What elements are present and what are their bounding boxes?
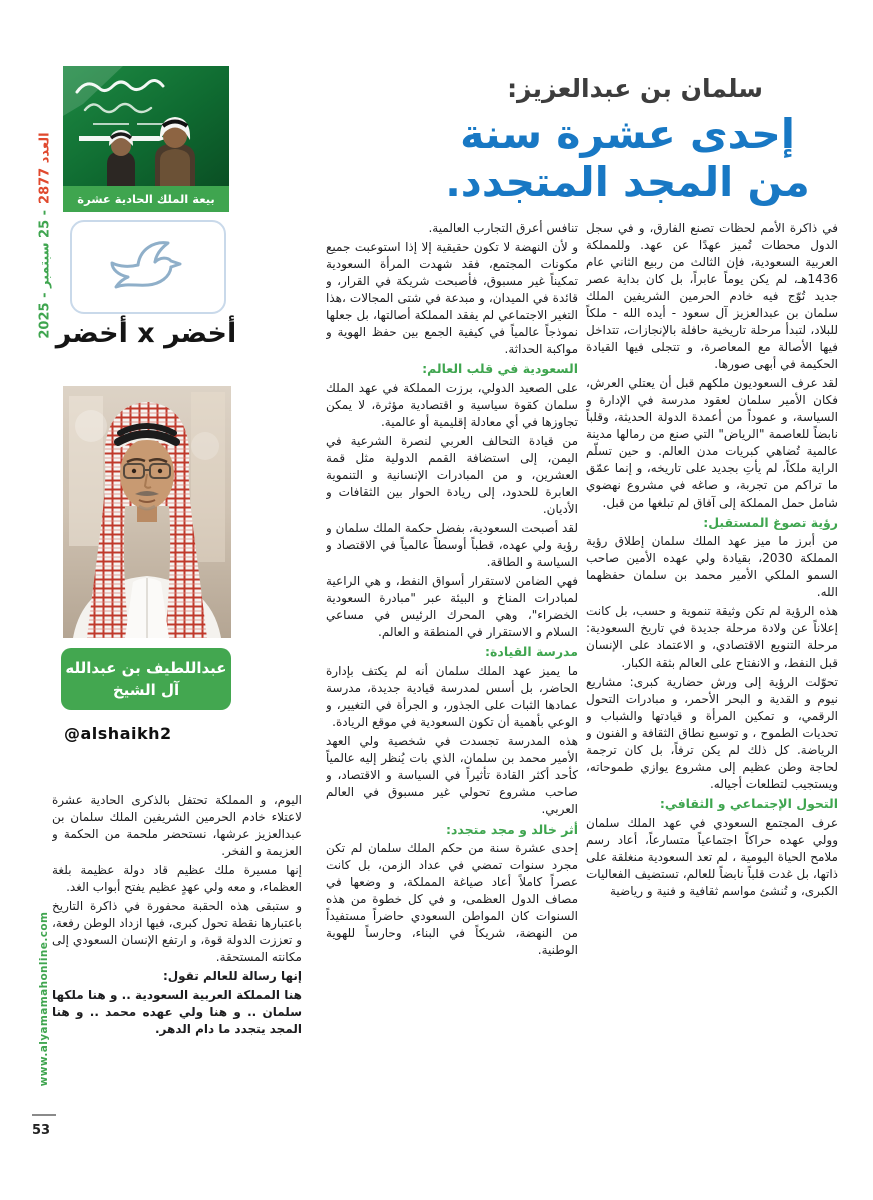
article-subhead: السعودية في قلب العالم: — [422, 361, 578, 377]
author-photo — [63, 386, 231, 638]
magazine-logo-box — [70, 220, 226, 314]
article-paragraph: إنها رسالة للعالم تقول: — [162, 969, 302, 984]
issue-date: - 25 سبتمبر - 2025 — [37, 209, 53, 339]
website-url: www.alyamamahonline.com — [38, 911, 50, 1087]
article-paragraph: تنافس أعرق التجارب العالمية. — [428, 221, 578, 235]
article-title-line1: إحدى عشرة سنة — [460, 110, 795, 158]
article-title-line2: من المجد المتجدد. — [445, 158, 810, 207]
article-paragraph: و ستبقى هذه الحقبة محفورة في ذاكرة التاريخ باعتبارها نقطة تحول كبرى، فيها ازداد الوطن رفعة، و تعززت الدولة قوة، و ارتفع الإنسان السعودي إلى مكانته المستحقة. — [52, 899, 302, 965]
dove-icon — [100, 235, 196, 299]
article-paragraph: اليوم، و المملكة تحتفل بالذكرى الحادية عشرة لاعتلاء خادم الحرمين الشريفين الملك سلمان بن عبدالعزيز عرشها، نستحضر ملحمة من الحكمة و العزيمة و الفخر. — [52, 793, 302, 859]
article-paragraph: تحوّلت الرؤية إلى ورش حضارية كبرى: مشاريع نيوم و القدية و البحر الأحمر، و مبادرات التحول الرقمي، و تمكين المرأة و قيادتها والشباب و تحديات الطموح ، و توسيع نطاق الثقافة و الفنون و الرياضة. كل ذلك لم يكن ترفاً، بل كان ترجمة لحاجة وطن عظيم إلى مشروع يوازي طموحاته، ويستجيب لتطلعات أجياله. — [586, 674, 838, 791]
article-kicker: سلمان بن عبدالعزيز: — [507, 74, 763, 103]
article-title — [415, 110, 840, 207]
article-paragraph: عرف المجتمع السعودي في عهد الملك سلمان وولي عهده حراكاً اجتماعياً متسارعاً، أعاد رسم ملامح الحياة اليومية ، لم تعد السعودية منغلقة على ذاتها، بل غدت قلباً نابضاً للعالم، تستضيف الفعاليات الكبرى، و تُنشئ مواسم ثقافية و فنية و رياضية — [586, 815, 838, 898]
article-paragraph: ما يميز عهد الملك سلمان أنه لم يكتف بإدارة الحاضر، بل أسس لمدرسة قيادية جديدة، مدرسة عمادها الثبات على الجذور، و الجرأة في التغيير، و الوعي بأهمية أن تكون السعودية في موقع الريادة. — [326, 664, 578, 730]
article-paragraph: لقد عرف السعوديون ملكهم قبل أن يعتلي العرش، فكان الأمير سلمان لعقود مدرسة في الإدارة و السياسة، و عموداً من أعمدة الدولة الحديثة، وقلباً نابضاً للعاصمة "الرياض" التي صنع من رمالها مدينة عالمية تُضاهي كبريات مدن العالم. و حين تسلّم الراية ملكاً، لم يأتِ بجديد على تاريخه، و إنما عمّق ما تراكم من تجربة، و صاغه في مشروع نهضوي شامل حمل المملكة إلى آفاق لم تبلغها من قبل. — [586, 376, 838, 510]
article-paragraph: هذه الرؤية لم تكن وثيقة تنموية و حسب، بل كانت إعلاناً عن ولادة مرحلة جديدة في تاريخ السعودية: مرحلة التنويع الاقتصادي، و الاعتماد على الإنسان قبل النفط، و الانفتاح على العالم بثقة الكبار. — [586, 604, 838, 670]
article-paragraph: و لأن النهضة لا تكون حقيقية إلا إذا استوعبت جميع مكونات المجتمع، فقد شهدت المرأة السعودية تمكيناً غير مسبوق، فأصبحت شريكة في القرار، و قائدة في الميدان، و مبدعة في شتى المجالات ،هذا التغير الاجتماعي لم يفقد المملكة أصالتها، بل جعلها نموذجاً عالمياً في كيفية الجمع بين حفظ الهوية و مواكبة الحداثة. — [326, 240, 578, 357]
column-title: أخضر x أخضر — [55, 318, 237, 349]
article-paragraph: هذه المدرسة تجسدت في شخصية ولي العهد الأمير محمد بن سلمان، الذي بات يُنظر إليه عالمياً كأحد أكثر القادة تأثيراً في السياسة و الاقتصاد، و صاحب مشروع تحولي غير مسبوق في العالم العربي. — [326, 734, 578, 817]
issue-number-date — [38, 68, 53, 404]
article-column-left — [52, 792, 302, 1154]
article-paragraph: في ذاكرة الأمم لحظات تصنع الفارق، و في سجل الدول محطات تُميز عهدًا عن عهد. وللمملكة العربية السعودية، فإن الثالث من ربيع الثاني عام 1436هـ، لم يكن يوماً عابراً، بل كان بداية عصر جديد تُوّج فيه خادم الحرمين الشريفين الملك سلمان بن عبدالعزيز آل سعود - أيده الله - ملكاً للبلاد، لتبدأ مرحلة تاريخية حافلة بالإنجازات، تتداخل فيها الأصالة مع المعاصرة، و تتجلى فيها القيادة الحكيمة في أبهى صورها. — [586, 221, 838, 372]
article-paragraph: من قيادة التحالف العربي لنصرة الشرعية في اليمن، إلى استضافة القمم الدولية مثل قمة العشرين، و من المبادرات الإنسانية و التنموية العابرة للحدود، إلى ريادة الحوار بين الثقافات و الأديان. — [326, 434, 578, 517]
crown-prince-figure — [107, 130, 135, 186]
article-column-middle — [326, 220, 578, 1152]
article-paragraph: فهي الضامن لاستقرار أسواق النفط، و هي الراعية لمبادرات المناخ و البيئة عبر "مبادرة السعودية الخضراء"، وهي المحرك الرئيس في مساعي السلام و الاستقرار في المنطقة و العالم. — [326, 574, 578, 640]
cover-photo — [63, 66, 229, 212]
article-paragraph: من أبرز ما ميز عهد الملك سلمان إطلاق رؤية المملكة 2030، بقيادة ولي عهده الأمين صاحب السمو الملكي الأمير محمد بن سلمان حفظهما الله. — [586, 534, 838, 600]
author-portrait-illustration — [63, 386, 231, 638]
article-paragraph: هنا المملكة العربية السعودية .. و هنا ملكها سلمان .. و هنا ولي عهده محمد .. و هنا المجد يتجدد ما دام الدهر. — [52, 988, 302, 1037]
author-name-line1: عبداللطيف بن عبدالله — [65, 658, 227, 677]
article-paragraph: لقد أصبحت السعودية، بفضل حكمة الملك سلمان و رؤية ولي عهده، قطباً أوسطاً عالمياً في الاقتصاد و السياسة و الطاقة. — [326, 521, 578, 570]
saudi-flag-kings-photo — [63, 66, 229, 186]
article-paragraph: إنها مسيرة ملك عظيم قاد دولة عظيمة بلغة العظماء، و معه ولي عهدٍ عظيم يفتح أبواب الغد. — [52, 863, 302, 895]
article-column-right — [586, 220, 838, 1152]
author-name-box — [61, 648, 231, 710]
article-subhead: التحول الإجتماعي و الثقافي: — [659, 795, 838, 811]
issue-number: العدد 2877 — [37, 132, 53, 204]
article-subhead: مدرسة القيادة: — [485, 644, 578, 660]
author-twitter-handle: @alshaikh2 — [64, 724, 172, 743]
page-number: 53 — [32, 1123, 51, 1138]
cover-caption: بيعة الملك الحادية عشرة — [63, 186, 229, 212]
article-subhead: رؤية تصوغ المستقبل: — [703, 514, 838, 530]
article-paragraph: على الصعيد الدولي، برزت المملكة في عهد الملك سلمان كقوة سياسية و اقتصادية مؤثرة، لا يمكن تجاوزها في أي معادلة إقليمية أو عالمية. — [326, 381, 578, 430]
author-name-line2: آل الشيخ — [112, 680, 180, 699]
article-paragraph: إحدى عشرة سنة من حكم الملك سلمان لم تكن مجرد سنوات تمضي في عداد الزمن، بل كانت عصراً كاملاً أعاد صياغة المملكة، و وضعها في مصاف الدول العظمى، و في كل خطوة من هذه السنوات كان المواطن السعودي حاضراً مستفيداً من النهضة، شريكاً في البناء، وحارساً للهوية الوطنية. — [326, 841, 578, 958]
article-subhead: أثر خالد و مجد متجدد: — [445, 821, 578, 837]
